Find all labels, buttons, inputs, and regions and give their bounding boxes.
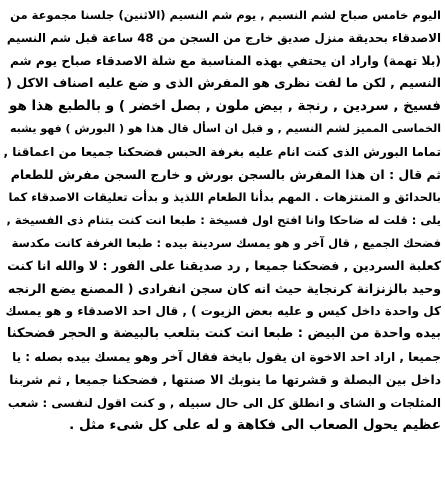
text-line: تماما البورش الذى كنت انام عليه بغرفة الحبس فضحكنا جميعا من اعماقنا , (4, 144, 441, 159)
text-line: وحيد بالزنزانة كرنجاية حيث انه كان سجن انفرادى ( المصنع يضع الرنجه (7, 280, 441, 296)
text-line: عظيم يحول الصعاب الى فكاهة و له على كل شىء مثل . (69, 417, 441, 434)
text-line: الخماسى المميز لشم النسيم , و قبل ان اسأل قال هذا هو ( البورش ) فهو يشبه (10, 121, 441, 135)
text-line: ثم قال : ان هذا المفرش بالسجن بورش و خارج السجن مفرش للطعام (10, 166, 441, 182)
text-line: الاصدقاء بحديقة منزل صديق خارج من السجن من 48 ساعة قبل شم النسيم (6, 30, 441, 45)
text-line: بالحدائق و المنتزهات . المهم بدأنا الطعام اللذيذ و بدأت تعليقات الاصدقاء كما (8, 190, 441, 205)
text-line: فضحك الجميع , قال آخر و هو يمسك سردينة بيده : طبعا الغرفة كانت مكدسة (11, 235, 441, 250)
text-line: كل واحدة داخل كيس و عليه بعض الزيوت ) , قال احد الاصدقاء و هو يمسك (5, 304, 441, 319)
text-line: اليوم خامس صباح لشم النسيم , يوم شم النسيم (الاثنين) جلسنا مجموعة من (10, 8, 441, 22)
text-line: المثلجات و الشاى و انطلق كل الى حال سبيله , و كنت اقول لنفسى : شعب (7, 395, 441, 410)
text-line: جميعا , اراد احد الاخوة ان يقول بايخة فقال آخر وهو يمسك بيده بصله : يا (12, 349, 441, 364)
text-line: كعلبة السردين , فضحكنا جميعا , رد صديقنا على الفور : لا والله انا كنت (7, 257, 441, 273)
text-line: بيده واحدة من البيض : طبعا انت كنت بتلعب بالبيضة و الحجر فضحكنا (6, 326, 441, 342)
body-paragraph (4, 4, 441, 437)
text-line: فسيخ , سردين , رنجة , بيض ملون , بصل اخضر ) و بالطبع هذا هو (9, 98, 441, 115)
text-line: (بلا تهمة) واراد ان يحتفي بهذه المناسبة مع شلة الاصدقاء صباح يوم شم (9, 53, 441, 68)
text-line: النسيم , لكن ما لفت نظرى هو المفرش الذى و ضع عليه اصناف الاكل ( (6, 75, 441, 91)
text-line: داخل بين البصلة و قشرتها ما ينوبك الا صنتها , فضحكنا جميعا , ثم شربنا (9, 372, 441, 387)
text-line: يلى : قلت له ضاحكا وانا افتح اول فسيخة : طبعا انت كنت بتنام ذى الفسيخة , (6, 213, 441, 228)
